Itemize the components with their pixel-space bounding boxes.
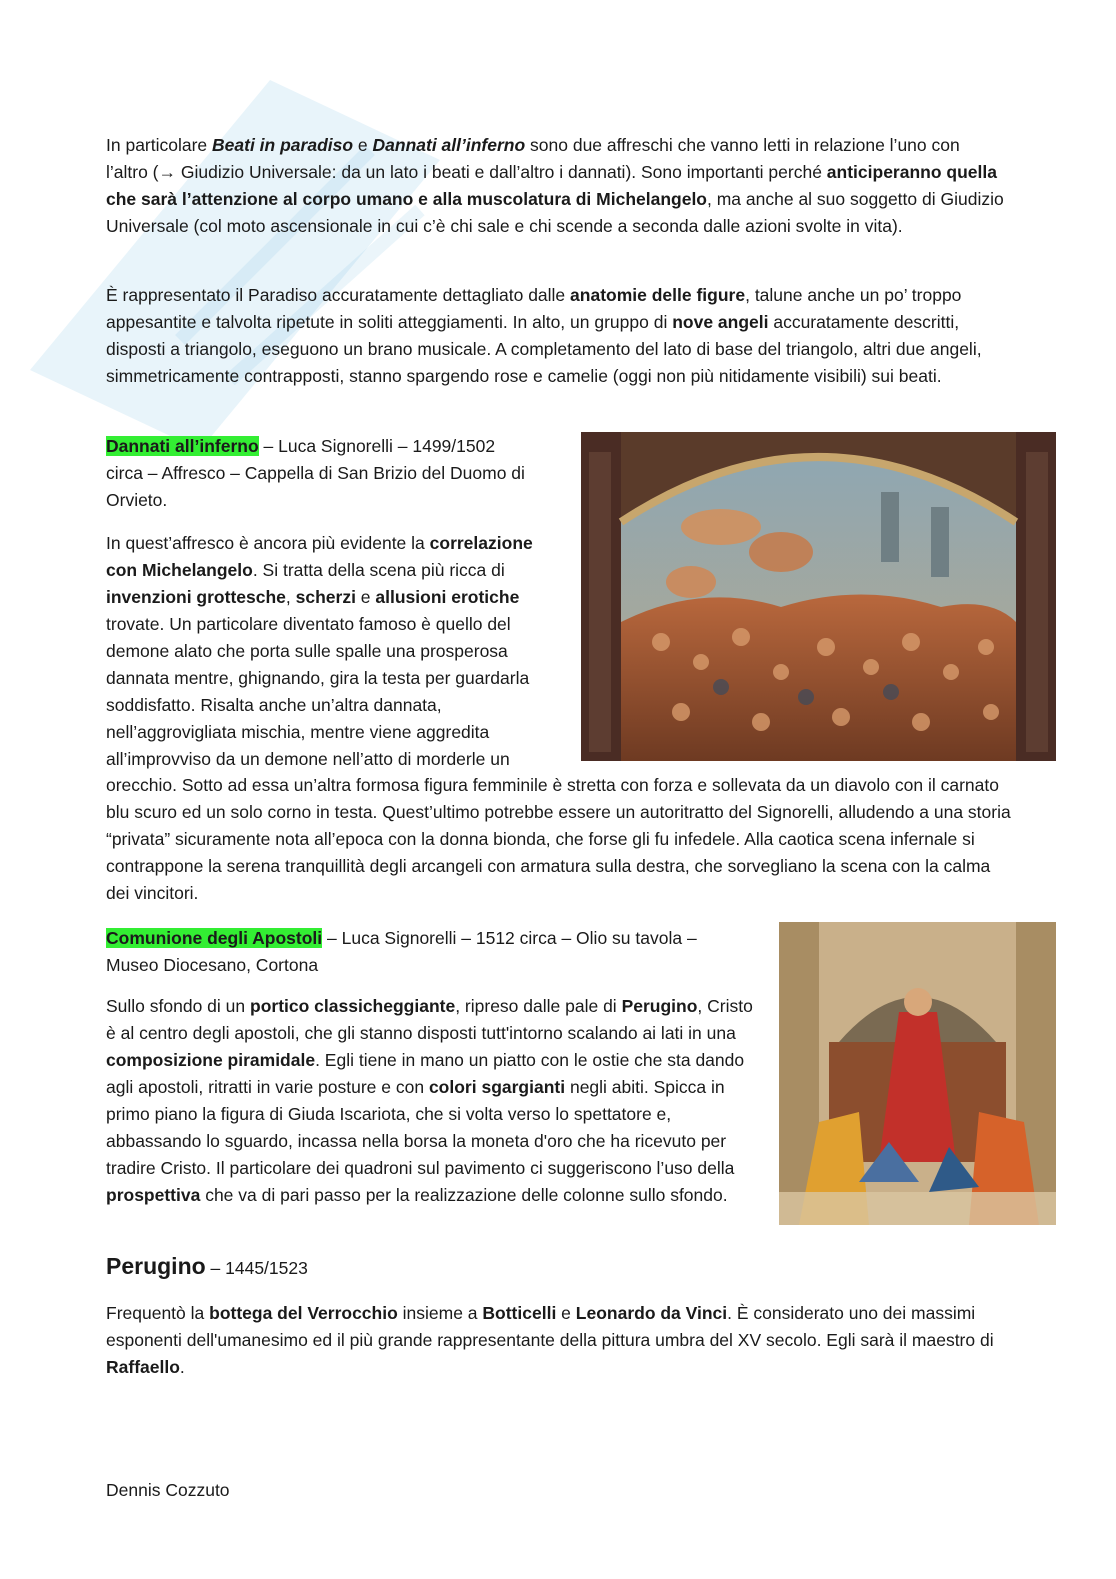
comunione-painting-image [779,922,1056,1225]
perugino-title: Perugino [106,1253,206,1279]
comunione-title: Comunione degli Apostoli [106,928,323,948]
perugino-heading [106,1253,308,1282]
perugino-body: Frequentò la bottega del Verrocchio insieme a Botticelli e Leonardo da Vinci. È considerato uno dei massimi esponenti dell'umanesimo ed il più grande rappresentante della pittura umbra del XV secolo. Egli sarà il maestro di Raffaello. [106,1303,994,1377]
dannati-title: Dannati all’inferno [106,436,259,456]
dannati-caption: Dannati all’inferno – Luca Signorelli – 1499/1502 circa – Affresco – Cappella di San Brizio del Duomo di Orvieto. [106,436,525,510]
dannati-fresco-image [581,432,1056,761]
comunione-body: Sullo sfondo di un portico classicheggiante, ripreso dalle pale di Perugino, Cristo è al centro degli apostoli, che gli stanno disposti tutt'intorno scalando ai lati in una composizione piramidale. Egli tiene in mano un piatto con le ostie che sta dando agli apostoli, ritratti in varie posture e con colori sgargianti negli abiti. Spicca in primo piano la figura di Giuda Iscariota, che si volta verso lo spettatore e, abbassando lo sguardo, incassa nella borsa la moneta d'oro che ha ricevuto per tradire Cristo. Il particolare dei quadroni sul pavimento ci suggeriscono l’uso della prospettiva che va di pari passo per la realizzazione delle colonne sullo sfondo. [106,996,753,1205]
arrow-right-icon: → [158,162,177,182]
comunione-caption: Comunione degli Apostoli – Luca Signorelli – 1512 circa – Olio su tavola – Museo Diocesano, Cortona [106,928,697,975]
intro-paragraph: In particolare Beati in paradiso e Dannati all’inferno sono due affreschi che vanno letti in relazione l’uno con l’altro (→ Giudizio Universale: da un lato i beati e dall’altro i dannati). Sono importanti perché anticiperanno quella che sarà l’attenzione al corpo umano e alla muscolatura di Michelangelo, ma anche al suo soggetto di Giudizio Universale (col moto ascensionale in cui c’è chi sale e chi scende a seconda dalle azioni svolte in vita). [106,135,1004,236]
footer-author: Dennis Cozzuto [106,1480,230,1500]
watermark-logo [20,40,490,460]
dannati-body: In quest’affresco è ancora più evidente la correlazione con Michelangelo. Si tratta della scena più ricca di invenzioni grottesche, scherzi e allusioni erotiche trovate. Un particolare diventato famoso è quello del demone alato che porta sulle spalle una prosperosa dannata mentre, ghignando, gira la testa per guardarla soddisfatto. Risalta anche un’altra dannata, nell’aggrovigliata mischia, mentre viene aggredita all’improvviso da un demone nell’atto di morderle un [106,533,533,769]
paradiso-paragraph: È rappresentato il Paradiso accuratamente dettagliato dalle anatomie delle figure, talune anche un po’ troppo appesantite e talvolta ripetute in soliti atteggiamenti. In alto, un gruppo di nove angeli accuratamente descritti, disposti a triangolo, eseguono un brano musicale. A completamento del lato di base del triangolo, altri due angeli, simmetricamente contrapposti, stanno spargendo rose e camelie (oggi non più nitidamente visibili) sui beati. [106,285,982,386]
dannati-body-continued: orecchio. Sotto ad essa un’altra formosa figura femminile è stretta con forza e sollevata da un diavolo con il carnato blu scuro ed un solo corno in testa. Quest’ultimo potrebbe essere un autoritratto del Signorelli, alludendo a una storia “privata” sicuramente nota all’epoca con la donna bionda, che forse gli fu infedele. Alla caotica scena infernale si contrappone la serena tranquillità degli arcangeli con armatura sulla destra, che sorvegliano la scena con la calma dei vincitori. [106,775,1011,903]
perugino-dates: – 1445/1523 [205,1258,308,1278]
